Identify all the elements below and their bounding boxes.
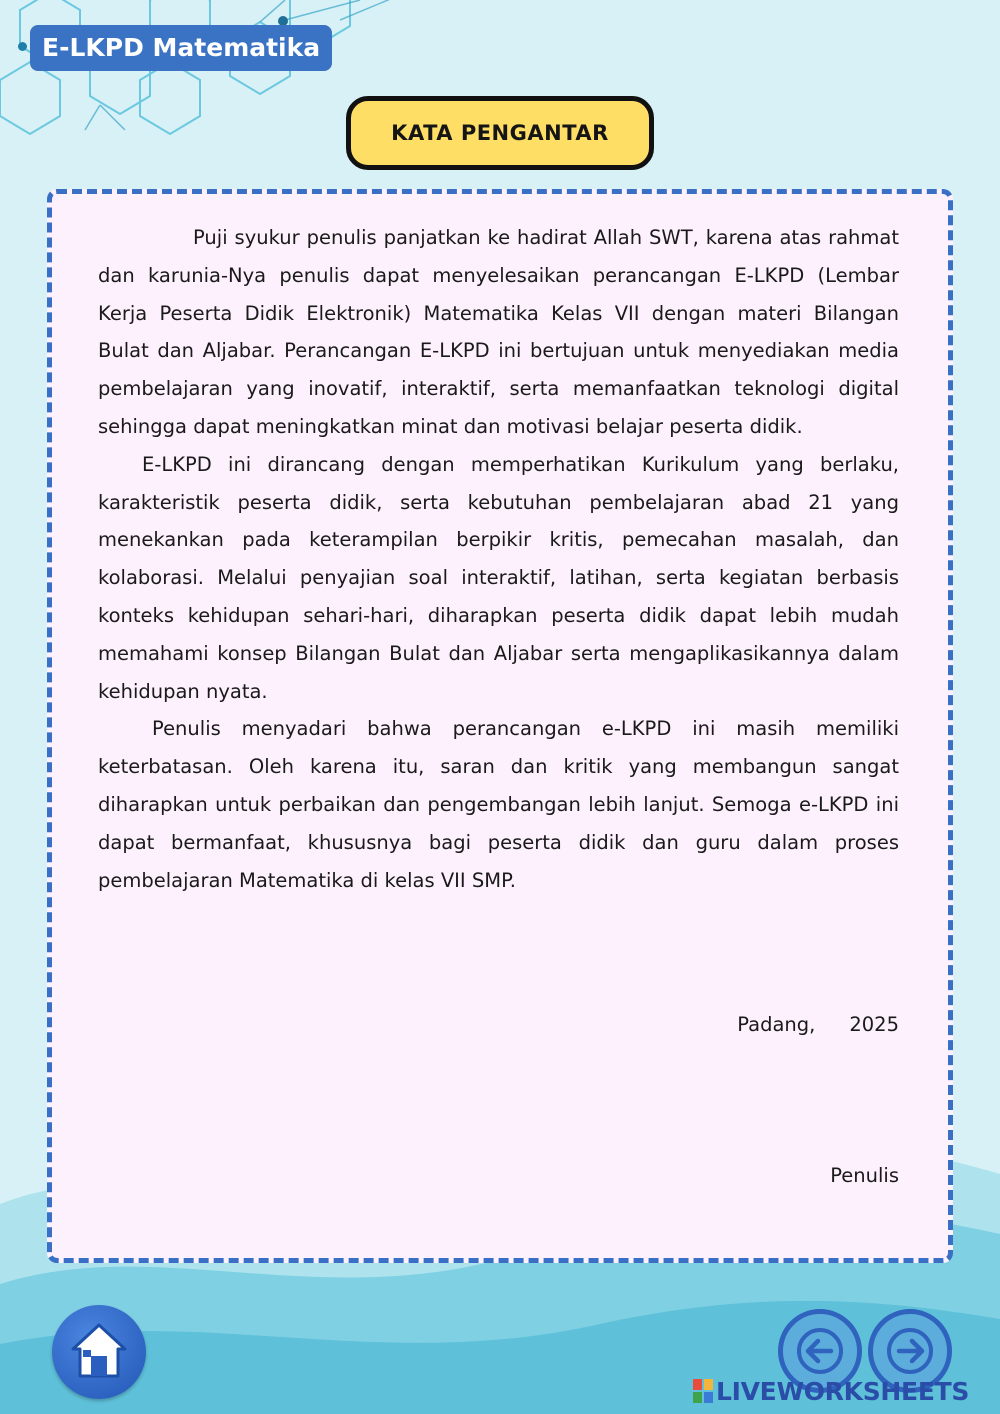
page-title: KATA PENGANTAR (346, 96, 654, 170)
place: Padang, (737, 1013, 816, 1036)
author-signature: Penulis (830, 1164, 899, 1187)
brand-dot (18, 42, 27, 51)
home-icon (69, 1320, 129, 1382)
foreword-text (98, 219, 899, 899)
watermark-text: LIVEWORKSHEETS (716, 1376, 970, 1406)
liveworksheets-logo-icon (693, 1379, 713, 1403)
liveworksheets-watermark (693, 1376, 969, 1406)
year: 2025 (849, 1013, 899, 1036)
brand-label: E-LKPD Matematika (30, 25, 332, 71)
paragraph-1: Puji syukur penulis panjatkan ke hadirat Allah SWT, karena atas rahmat dan karunia-Nya penulis dapat menyelesaikan perancangan E-LKPD (Lembar Kerja Peserta Didik Elektronik) Matematika Kelas VII dengan materi Bilangan Bulat dan Aljabar. Perancangan E-LKPD ini bertujuan untuk menyediakan media pembelajaran yang inovatif, interaktif, serta memanfaatkan teknologi digital sehingga dapat meningkatkan minat dan motivasi belajar peserta didik. (98, 226, 899, 438)
arrow-right-icon (885, 1326, 935, 1376)
paragraph-2: E-LKPD ini dirancang dengan memperhatikan Kurikulum yang berlaku, karakteristik peserta didik, serta kebutuhan pembelajaran abad 21 yang menekankan pada keterampilan berpikir kritis, pemecahan masalah, dan kolaborasi. Melalui penyajian soal interaktif, latihan, serta kegiatan berbasis konteks kehidupan sehari-hari, diharapkan peserta didik dapat lebih mudah memahami konsep Bilangan Bulat dan Aljabar serta mengaplikasikannya dalam kehidupan nyata. (98, 452, 899, 703)
home-button[interactable] (52, 1305, 146, 1399)
paragraph-3: Penulis menyadari bahwa perancangan e-LKPD ini masih memiliki keterbatasan. Oleh karena itu, saran dan kritik yang membangun sangat diharapkan untuk perbaikan dan pengembangan lebih lanjut. Semoga e-LKPD ini dapat bermanfaat, khususnya bagi peserta didik dan guru dalam proses pembelajaran Matematika di kelas VII SMP. (98, 717, 899, 892)
date-line (737, 1013, 899, 1036)
arrow-left-icon (795, 1326, 845, 1376)
